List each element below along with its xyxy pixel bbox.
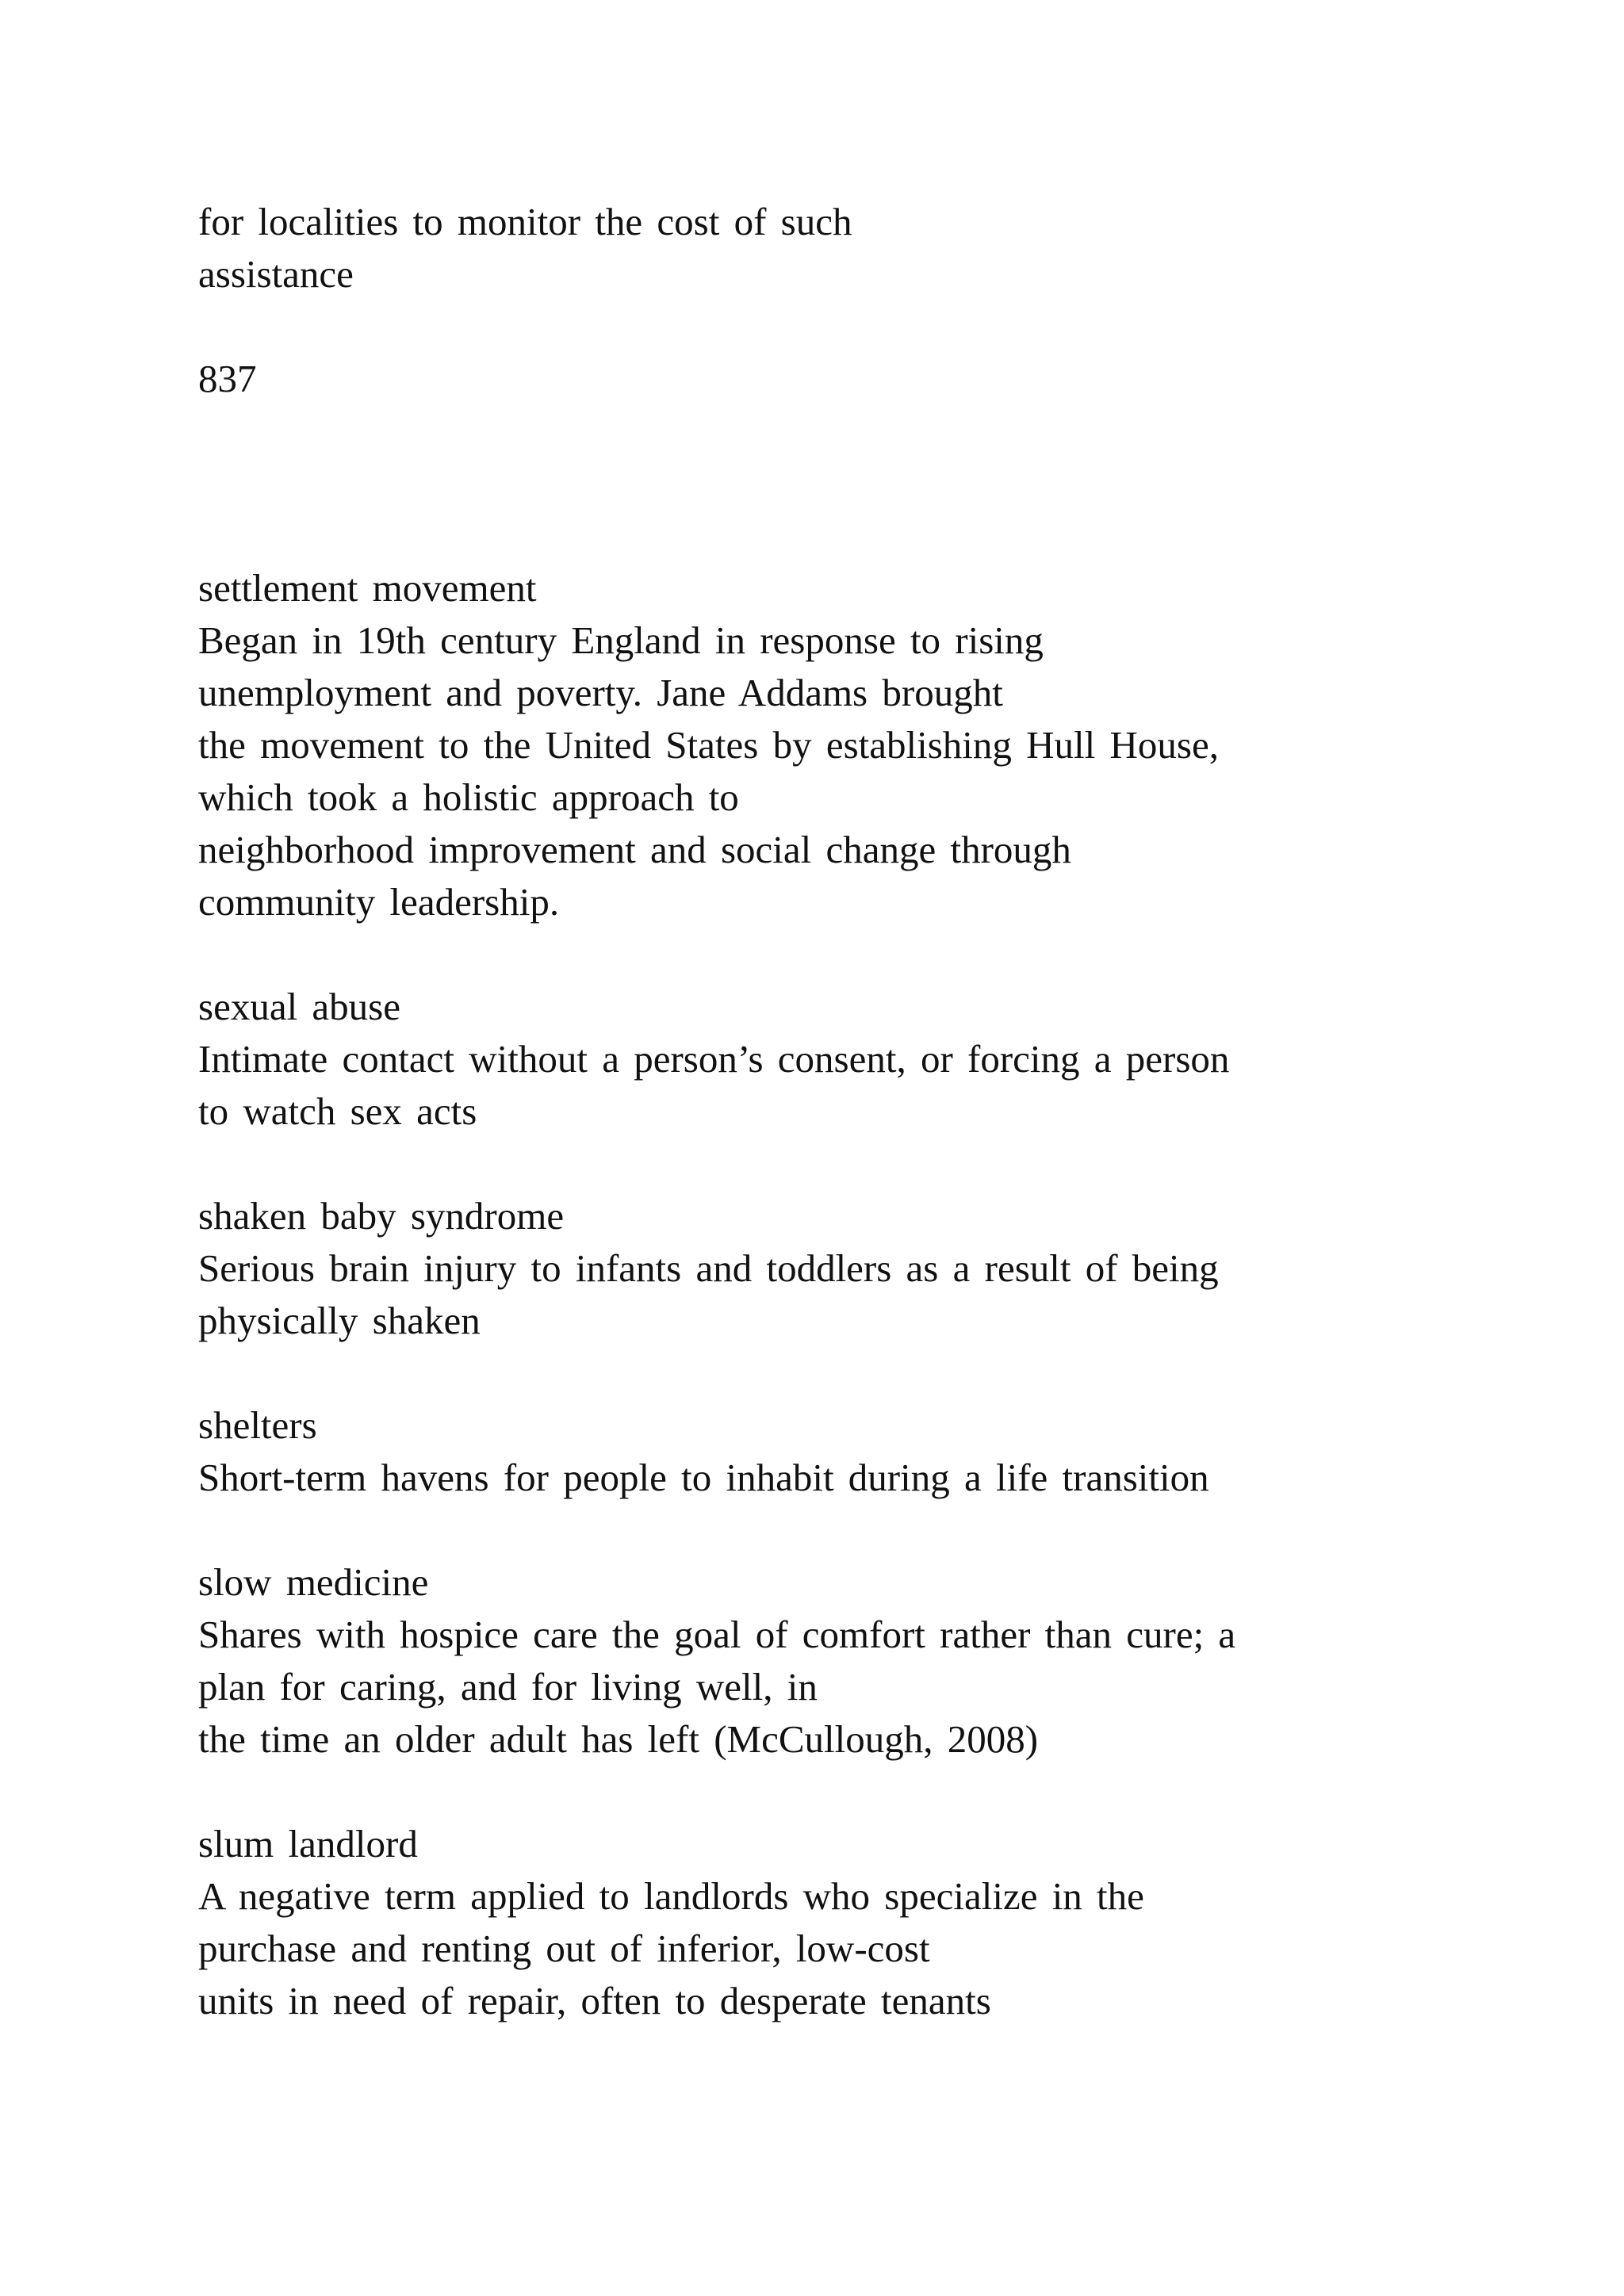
glossary-definition-line: Shares with hospice care the goal of comfort rather than cure; a [198, 1613, 1236, 1656]
glossary-entry-shelters [198, 1399, 1546, 1504]
page-number: 837 [198, 357, 257, 400]
glossary-definition-line: the movement to the United States by establishing Hull House, [198, 723, 1219, 767]
glossary-definition-line: which took a holistic approach to [198, 775, 739, 819]
glossary-entry-settlement-movement [198, 562, 1546, 928]
glossary-definition-line: the time an older adult has left (McCullough, 2008) [198, 1717, 1039, 1761]
glossary-definition-line: physically shaken [198, 1299, 481, 1342]
glossary-entry-slum-landlord [198, 1818, 1546, 2027]
glossary-definition-line: community leadership. [198, 880, 560, 924]
glossary-term: shelters [198, 1403, 317, 1447]
glossary-term: shaken baby syndrome [198, 1194, 565, 1238]
glossary-definition-line: neighborhood improvement and social change through [198, 828, 1071, 871]
intro-line: for localities to monitor the cost of such [198, 200, 852, 243]
glossary-definition-line: Intimate contact without a person’s consent, or forcing a person [198, 1037, 1230, 1081]
glossary-definition-line: A negative term applied to landlords who specialize in the [198, 1874, 1144, 1918]
intro-line: assistance [198, 252, 354, 296]
glossary-definition-line: units in need of repair, often to desperate tenants [198, 1979, 991, 2022]
glossary-entry-shaken-baby-syndrome [198, 1190, 1546, 1347]
glossary-definition-line: purchase and renting out of inferior, low-cost [198, 1927, 930, 1970]
glossary-term: slum landlord [198, 1822, 418, 1866]
glossary-definition-line: Short-term havens for people to inhabit during a life transition [198, 1456, 1209, 1499]
glossary-entry-slow-medicine [198, 1556, 1546, 1766]
glossary-definition-line: plan for caring, and for living well, in [198, 1665, 818, 1709]
intro-text [198, 196, 1546, 300]
glossary-definition-line: to watch sex acts [198, 1089, 477, 1133]
glossary-term: settlement movement [198, 566, 537, 610]
glossary-definition-line: unemployment and poverty. Jane Addams brought [198, 671, 1003, 714]
glossary-term: sexual abuse [198, 985, 400, 1028]
document-page [198, 196, 1546, 2027]
glossary-entry-sexual-abuse [198, 981, 1546, 1138]
glossary-definition-line: Began in 19th century England in response to rising [198, 618, 1044, 662]
glossary-term: slow medicine [198, 1560, 429, 1604]
glossary-definition-line: Serious brain injury to infants and toddlers as a result of being [198, 1246, 1219, 1290]
